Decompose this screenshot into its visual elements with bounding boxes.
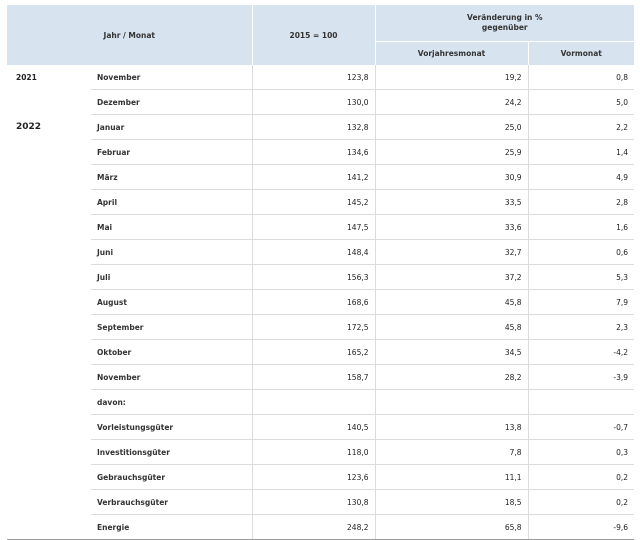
prev-month-change: 5,0 — [528, 90, 634, 115]
index-value: 140,5 — [252, 415, 375, 440]
prev-month-change: 4,9 — [528, 165, 634, 190]
prev-year-change: 32,7 — [375, 240, 528, 265]
table-row — [7, 240, 634, 265]
prev-month-change: -3,9 — [528, 365, 634, 390]
index-value: 130,8 — [252, 490, 375, 515]
table-row — [7, 265, 634, 290]
table-row — [7, 115, 634, 140]
index-value: 168,6 — [252, 290, 375, 315]
table-row — [7, 340, 634, 365]
prev-year-change: 33,6 — [375, 215, 528, 240]
prev-month-change: 1,4 — [528, 140, 634, 165]
month-cell: Vorleistungsgüter — [91, 415, 252, 440]
prev-year-change: 24,2 — [375, 90, 528, 115]
table-row — [7, 365, 634, 390]
year-cell — [7, 190, 91, 215]
header-index: 2015 = 100 — [252, 5, 375, 65]
index-value: 123,8 — [252, 65, 375, 90]
prev-year-change: 28,2 — [375, 365, 528, 390]
prev-year-change: 33,5 — [375, 190, 528, 215]
table-row — [7, 465, 634, 490]
table-row — [7, 290, 634, 315]
prev-year-change: 11,1 — [375, 465, 528, 490]
table-row — [7, 215, 634, 240]
year-cell — [7, 90, 91, 115]
header-period: Jahr / Monat — [7, 5, 252, 65]
table-row — [7, 165, 634, 190]
month-cell: Oktober — [91, 340, 252, 365]
header-change-line2: gegenüber — [481, 22, 528, 32]
index-value: 130,0 — [252, 90, 375, 115]
year-cell — [7, 140, 91, 165]
year-cell — [7, 165, 91, 190]
prev-year-change: 34,5 — [375, 340, 528, 365]
prev-year-change: 45,8 — [375, 290, 528, 315]
month-cell: März — [91, 165, 252, 190]
table-row — [7, 390, 634, 415]
prev-month-change: 2,8 — [528, 190, 634, 215]
table-row — [7, 190, 634, 215]
table-header — [7, 5, 634, 65]
index-value: 158,7 — [252, 365, 375, 390]
prev-month-change: -4,2 — [528, 340, 634, 365]
prev-month-change: 0,6 — [528, 240, 634, 265]
index-value: 134,6 — [252, 140, 375, 165]
index-value: 172,5 — [252, 315, 375, 340]
year-cell — [7, 290, 91, 315]
year-cell — [7, 515, 91, 540]
table-row — [7, 65, 634, 90]
year-cell — [7, 340, 91, 365]
year-cell — [7, 440, 91, 465]
index-value: 147,5 — [252, 215, 375, 240]
prev-year-change: 37,2 — [375, 265, 528, 290]
table-row — [7, 140, 634, 165]
prev-month-change: 5,3 — [528, 265, 634, 290]
prev-month-change — [528, 390, 634, 415]
index-value: 141,2 — [252, 165, 375, 190]
header-change-line1: Veränderung in % — [467, 12, 543, 22]
year-cell — [7, 415, 91, 440]
year-cell — [7, 365, 91, 390]
prev-year-change: 30,9 — [375, 165, 528, 190]
year-cell — [7, 215, 91, 240]
prev-year-change — [375, 390, 528, 415]
month-cell: Gebrauchsgüter — [91, 465, 252, 490]
month-cell: November — [91, 65, 252, 90]
prev-year-change: 45,8 — [375, 315, 528, 340]
prev-month-change: 0,2 — [528, 465, 634, 490]
prev-year-change: 25,0 — [375, 115, 528, 140]
table-row — [7, 440, 634, 465]
prev-year-change: 25,9 — [375, 140, 528, 165]
index-value: 118,0 — [252, 440, 375, 465]
prev-month-change: 0,2 — [528, 490, 634, 515]
prev-year-change: 18,5 — [375, 490, 528, 515]
index-value: 248,2 — [252, 515, 375, 540]
index-value: 132,8 — [252, 115, 375, 140]
index-value: 148,4 — [252, 240, 375, 265]
prev-month-change: -0,7 — [528, 415, 634, 440]
year-cell: 2022 — [16, 122, 42, 132]
table-row — [7, 490, 634, 515]
index-value: 145,2 — [252, 190, 375, 215]
year-cell — [7, 490, 91, 515]
header-prev-month: Vormonat — [528, 41, 634, 65]
table-row — [7, 90, 634, 115]
table-row — [7, 415, 634, 440]
prev-year-change: 65,8 — [375, 515, 528, 540]
month-cell: Januar — [91, 115, 252, 140]
year-cell: 2021 — [16, 72, 37, 82]
table-row — [7, 315, 634, 340]
month-cell: Februar — [91, 140, 252, 165]
prev-month-change: 2,3 — [528, 315, 634, 340]
prev-year-change: 19,2 — [375, 65, 528, 90]
prev-month-change: -9,6 — [528, 515, 634, 540]
month-cell: Juli — [91, 265, 252, 290]
month-cell: September — [91, 315, 252, 340]
month-cell: November — [91, 365, 252, 390]
year-cell — [7, 240, 91, 265]
prev-month-change: 0,8 — [528, 65, 634, 90]
prev-year-change: 7,8 — [375, 440, 528, 465]
price-index-table — [7, 5, 634, 540]
index-value: 123,6 — [252, 465, 375, 490]
index-value: 156,3 — [252, 265, 375, 290]
month-cell: April — [91, 190, 252, 215]
year-cell — [7, 390, 91, 415]
year-cell — [7, 265, 91, 290]
table-row — [7, 515, 634, 540]
month-cell: Dezember — [91, 90, 252, 115]
prev-month-change: 2,2 — [528, 115, 634, 140]
index-value: 165,2 — [252, 340, 375, 365]
prev-month-change: 7,9 — [528, 290, 634, 315]
prev-month-change: 1,6 — [528, 215, 634, 240]
prev-month-change: 0,3 — [528, 440, 634, 465]
prev-year-change: 13,8 — [375, 415, 528, 440]
index-value — [252, 390, 375, 415]
year-cell — [7, 465, 91, 490]
month-cell: Juni — [91, 240, 252, 265]
month-cell: August — [91, 290, 252, 315]
year-cell — [7, 315, 91, 340]
month-cell: Verbrauchsgüter — [91, 490, 252, 515]
month-cell: Energie — [91, 515, 252, 540]
month-cell: Mai — [91, 215, 252, 240]
table-body — [7, 65, 634, 540]
header-prev-year-month: Vorjahresmonat — [375, 41, 528, 65]
month-cell: Investitionsgüter — [91, 440, 252, 465]
header-change-group — [375, 5, 634, 41]
note-label: davon: — [91, 390, 252, 415]
